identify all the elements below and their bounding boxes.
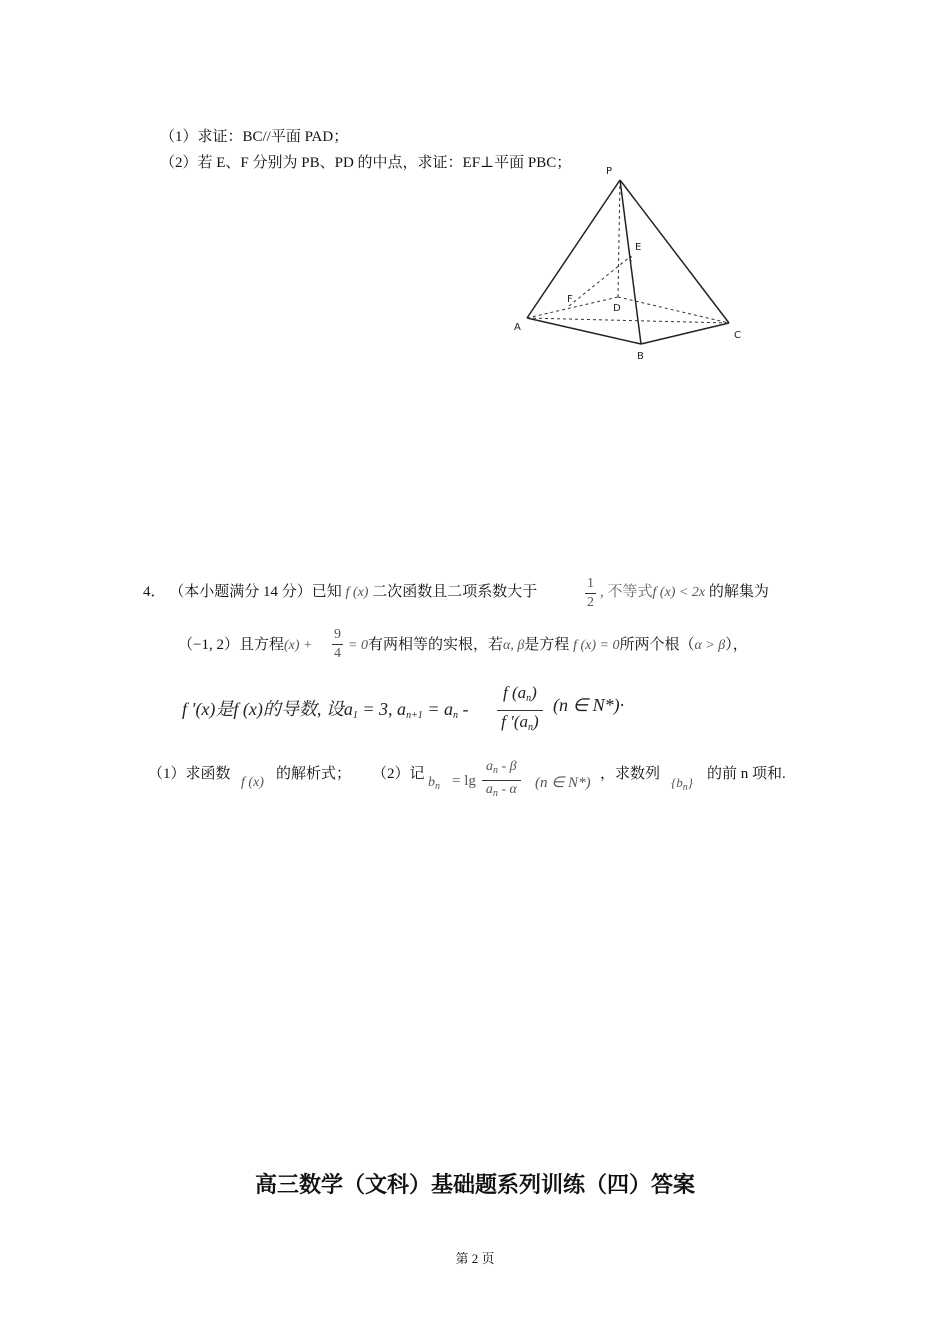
q4-subparts [148,764,231,784]
q4-l2-frac-den: 4 [334,646,341,661]
label-B: B [637,351,644,362]
q4-p2-num: a [486,759,493,774]
q4-p1-label: （1）求函数 [148,766,231,782]
q4-line2-tail [348,635,748,656]
q3-part1: （1）求证：BC//平面 PAD； [160,129,349,145]
q4-l1-c: , 不等式 [600,584,653,600]
label-F: F [567,294,573,305]
label-A: A [514,322,521,333]
q4-line1 [143,582,537,603]
q4-p2-tail2: 的前 n 项和. [707,766,786,782]
q4-l3-b: = 3, a [357,699,407,719]
q4-l1-frac-den: 2 [587,595,594,610]
q4-p2-bn [428,775,440,792]
q4-p2-frac [480,758,523,803]
q4-l2-frac-num: 9 [332,626,343,645]
label-E: E [635,242,642,253]
q4-l2-c: 是方程 [524,637,570,653]
q4-l3-frac-num: f (a [503,683,527,702]
q4-l2-a: （−1, 2）且方程 [178,637,284,653]
q4-p2-seq-open: {b [671,775,683,790]
q4-p2-num-sub: n [493,765,498,776]
q4-l1-b: 二次函数且二项系数大于 [372,584,538,600]
q3-part2: （2）若 E、F 分别为 PB、PD 的中点，求证：EF⊥平面 PBC； [160,155,572,171]
q4-line2 [178,635,312,656]
label-D: D [613,303,621,314]
label-P: P [606,166,613,177]
q4-l2-fx0: f (x) = 0 [573,638,620,653]
q4-l3-frac-den-sub: n [528,722,533,733]
label-C: C [734,330,741,341]
answer-title: 高三数学（文科）基础题系列训练（四）答案 [254,1173,695,1198]
pyramid-figure [505,160,755,370]
edge-PA [527,180,620,318]
q4-l3-frac [495,682,545,739]
q4-l2-b: 有两相等的实根，若 [367,637,503,653]
q4-l2-e: ）， [725,637,748,653]
q4-p2-tail1: ，求数列 [600,766,661,782]
q4-l3-frac-den: f ′(a [501,712,528,731]
edge-AB [527,318,641,344]
edge-BC [641,323,729,344]
q4-l2-d: 所两个根（ [619,637,695,653]
q4-p2-seq-sub: n [682,782,688,793]
q4-l3-frac-den-end: ) [533,712,539,731]
edge-PD [618,180,620,297]
q4-l3-sub1: 1 [352,710,358,721]
q4-l2-fx: (x) + [283,638,313,653]
q4-l2-cond: α > β [694,638,726,653]
q4-l3-frac-num-end: ) [531,683,537,702]
q4-l1-fx: f (x) [345,585,369,600]
q4-p2-label: （2）记 [372,766,425,782]
q4-p1-fx: f (x) [241,775,264,790]
page-footer: 第 2 页 [455,1251,495,1266]
segment-EF [569,256,631,306]
q4-p2-seq-end: } [687,775,693,790]
q4-p2-eq: = lg [452,773,476,789]
q4-l3-minus: - [457,699,469,719]
q4-p2-den-sub: n [492,788,498,799]
q4-p2-cond: (n ∈ N*) [535,775,591,791]
q4-l1-frac [583,575,598,612]
q4-l1-d: 的解集为 [708,584,769,600]
q4-l3-c: = a [422,699,453,719]
q4-line3 [182,695,468,721]
q4-p2-den-tail: - α [497,782,517,797]
q4-l3-d: (n ∈ N*)· [553,695,625,715]
q4-p2-bn-sub: n [435,781,440,792]
q4-p2-num-tail: - β [498,759,517,774]
q4-l3-frac-num-sub: n [526,693,532,704]
q4-p1-tail: 的解析式； [276,766,352,782]
q4-l3-a: f ′(x)是f (x)的导数, 设a [182,699,353,719]
q4-l3-subn: n [452,710,458,721]
q4-l2-eq0: = 0 [348,638,368,653]
q4-l3-subn1: n+1 [406,710,423,721]
edge-AC [527,318,729,323]
q4-p2-seq [671,775,693,793]
q4-l1-a: （本小题满分 14 分）已知 [169,584,342,600]
q4-l1-frac-num: 1 [585,575,596,594]
q4-number: 4． [143,584,166,600]
q4-l1-ineq: f (x) < 2x [652,585,706,600]
q4-l2-ab: α, β [502,638,525,653]
q4-line1-tail [600,582,769,603]
q4-p2-den: a [485,782,493,797]
q4-p2-bn-letter: b [428,775,435,790]
q4-l2-frac [330,626,345,663]
